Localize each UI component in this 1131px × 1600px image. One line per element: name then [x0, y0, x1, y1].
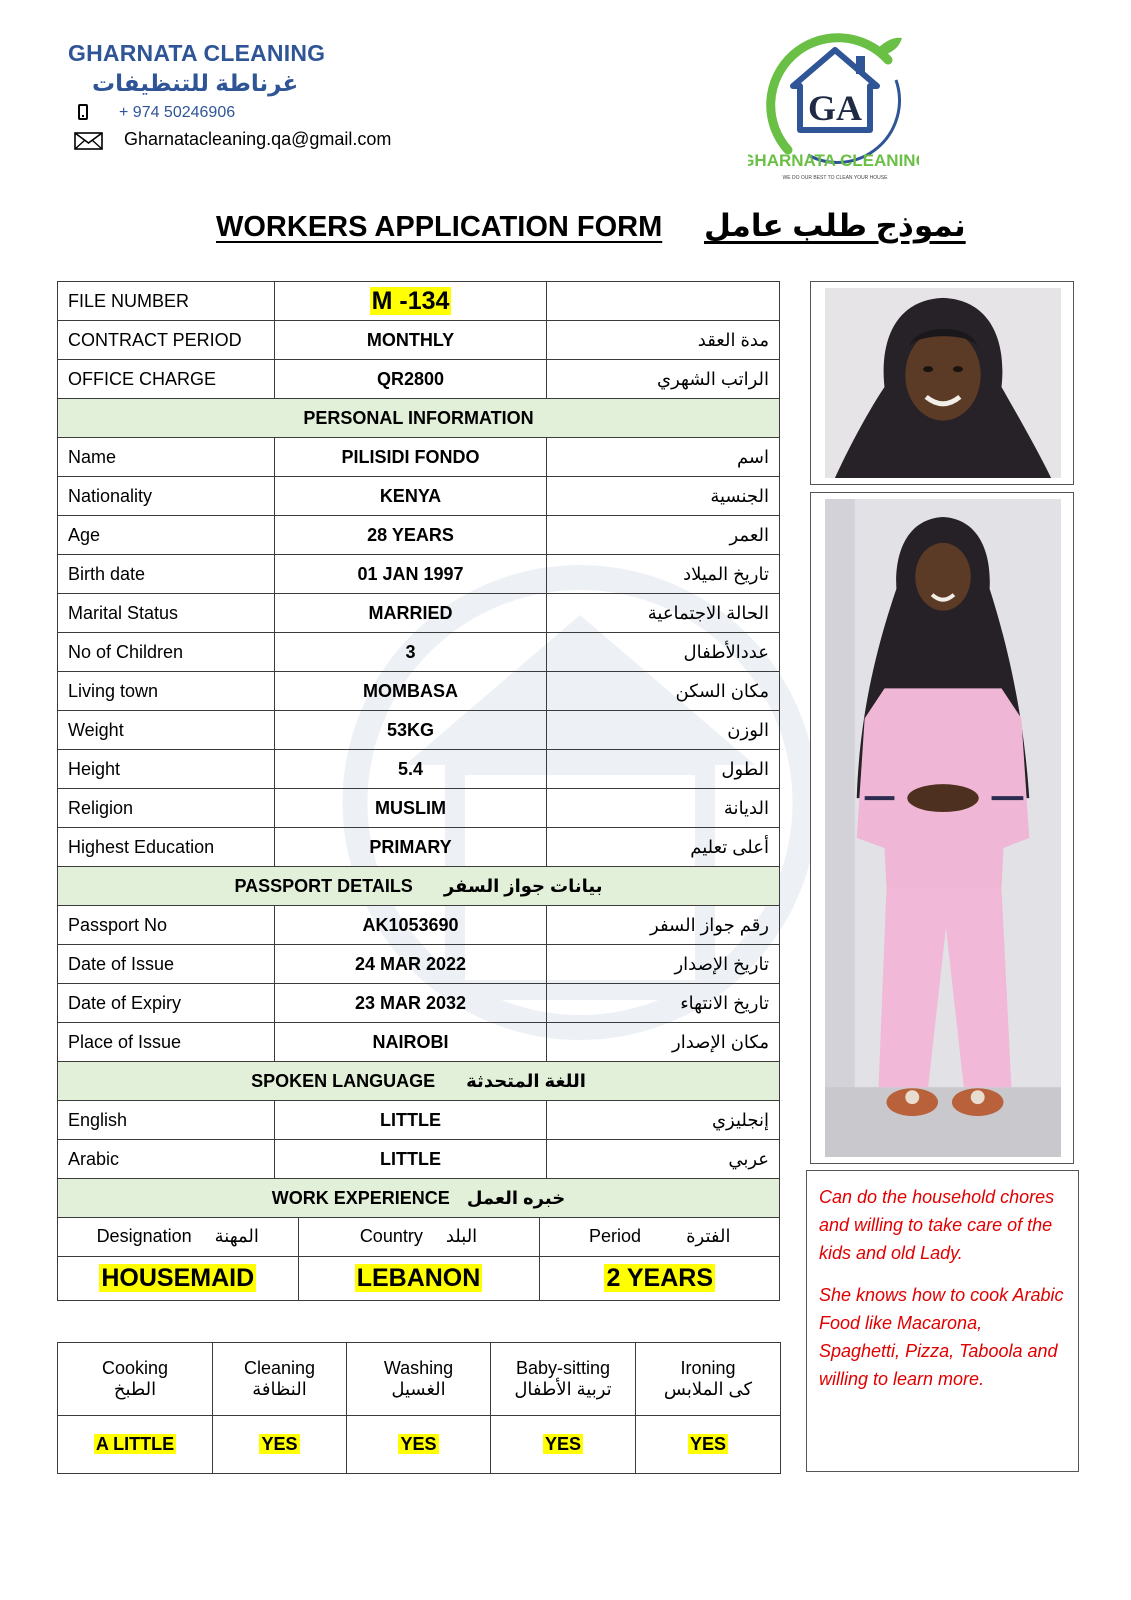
experience-table	[58, 1218, 780, 1300]
height-value: 5.4	[275, 750, 547, 789]
passport-no-value: AK1053690	[275, 906, 547, 945]
table-row	[58, 672, 780, 711]
label-date-of-expiry: Date of Expiry	[58, 984, 275, 1023]
label-arabic-ar: عربي	[547, 1140, 780, 1179]
skill-label: Baby-sitting	[515, 1358, 611, 1378]
skill-washing-value: YES	[400, 1434, 437, 1454]
skill-ironing-header	[636, 1343, 781, 1416]
section-title-experience: WORK EXPERIENCE	[271, 1187, 450, 1208]
label-marital-status: Marital Status	[58, 594, 275, 633]
skill-label: Cleaning	[243, 1358, 316, 1378]
english-value: LITTLE	[275, 1101, 547, 1140]
designation-value: HOUSEMAID	[101, 1263, 255, 1292]
label-contract-period: CONTRACT PERIOD	[58, 321, 275, 360]
label-date-of-issue: Date of Issue	[58, 945, 275, 984]
children-value: 3	[275, 633, 547, 672]
skill-label: Cooking	[101, 1358, 169, 1378]
skill-cleaning-value: YES	[261, 1434, 298, 1454]
label-date-of-issue-ar: تاريخ الإصدار	[547, 945, 780, 984]
skill-label-ar: الغسيل	[391, 1379, 446, 1399]
period-header-ar: الفترة	[686, 1226, 731, 1247]
full-body-photo	[810, 492, 1074, 1164]
company-name: GHARNATA CLEANING	[68, 40, 326, 66]
section-title-passport-ar: بيانات جواز السفر	[443, 875, 603, 896]
skill-babysitting-cell	[491, 1416, 636, 1474]
table-row	[58, 1101, 780, 1140]
section-title-language: SPOKEN LANGUAGE	[251, 1070, 436, 1091]
label-education: Highest Education	[58, 828, 275, 867]
section-title-language-ar: اللغة المتحدثة	[466, 1070, 586, 1091]
note-cooking: She knows how to cook Arabic Food like Macarona, Spaghetti, Pizza, Taboola and willing to learn more.	[819, 1285, 1064, 1389]
age-value: 28 YEARS	[275, 516, 547, 555]
portrait-photo	[810, 281, 1074, 485]
label-marital-status-ar: الحالة الاجتماعية	[547, 594, 780, 633]
section-personal-information	[58, 399, 780, 438]
label-religion: Religion	[58, 789, 275, 828]
table-row	[58, 945, 780, 984]
contract-period-value: MONTHLY	[275, 321, 547, 360]
skill-label-ar: تربية الأطفال	[514, 1379, 612, 1399]
label-name: Name	[58, 438, 275, 477]
table-row	[58, 555, 780, 594]
label-file-number: FILE NUMBER	[58, 282, 275, 321]
form-title-arabic: نموذج طلب عامل	[704, 208, 966, 243]
table-row	[58, 750, 780, 789]
skill-label-ar: النظافة	[252, 1379, 307, 1399]
table-row	[58, 516, 780, 555]
table-row	[58, 984, 780, 1023]
file-number-value: M -134	[371, 286, 450, 315]
label-passport-no: Passport No	[58, 906, 275, 945]
section-title-personal: PERSONAL INFORMATION	[58, 399, 780, 438]
label-weight: Weight	[58, 711, 275, 750]
label-nationality-ar: الجنسية	[547, 477, 780, 516]
label-place-of-issue: Place of Issue	[58, 1023, 275, 1062]
skills-header-row	[58, 1343, 781, 1416]
label-nationality: Nationality	[58, 477, 275, 516]
label-office-charge-ar: الراتب الشهري	[547, 360, 780, 399]
mail-icon	[74, 132, 103, 150]
period-header: Period	[589, 1226, 642, 1247]
section-work-experience	[58, 1179, 780, 1218]
table-row	[58, 789, 780, 828]
skill-cooking-cell	[58, 1416, 213, 1474]
table-row	[58, 633, 780, 672]
label-children-ar: عددالأطفال	[547, 633, 780, 672]
label-name-ar: اسم	[547, 438, 780, 477]
label-birth-date: Birth date	[58, 555, 275, 594]
skill-ironing-value: YES	[689, 1434, 727, 1454]
skill-ironing-cell	[636, 1416, 781, 1474]
note-household: Can do the household chores and willing to take care of the kids and old Lady.	[819, 1187, 1055, 1263]
marital-status-value: MARRIED	[275, 594, 547, 633]
company-name-arabic: غرناطة للتنظيفات	[92, 70, 299, 96]
label-living-town: Living town	[58, 672, 275, 711]
phone-icon	[78, 104, 88, 120]
arabic-value: LITTLE	[275, 1140, 547, 1179]
skill-cooking-header	[58, 1343, 213, 1416]
section-title-passport: PASSPORT DETAILS	[234, 875, 413, 896]
country-cell	[298, 1256, 539, 1300]
logo-tagline: WE DO OUR BEST TO CLEAN YOUR HOUSE	[782, 175, 888, 181]
date-of-issue-value: 24 MAR 2022	[275, 945, 547, 984]
skills-value-row	[58, 1416, 781, 1474]
label-passport-no-ar: رقم جواز السفر	[547, 906, 780, 945]
designation-header-ar: المهنة	[214, 1226, 259, 1247]
country-value: LEBANON	[356, 1263, 481, 1292]
row-office-charge	[58, 360, 780, 399]
skill-washing-header	[347, 1343, 491, 1416]
label-contract-period-ar: مدة العقد	[547, 321, 780, 360]
label-religion-ar: الديانة	[547, 789, 780, 828]
skill-washing-cell	[347, 1416, 491, 1474]
application-table	[57, 281, 780, 1301]
table-row	[58, 906, 780, 945]
skill-label-ar: كى الملابس	[663, 1379, 753, 1399]
skill-label: Washing	[383, 1358, 454, 1378]
birth-date-value: 01 JAN 1997	[275, 555, 547, 594]
row-file-number	[58, 282, 780, 321]
table-row	[58, 711, 780, 750]
section-experience-cell	[58, 1179, 780, 1218]
label-living-town-ar: مكان السكن	[547, 672, 780, 711]
period-cell	[539, 1256, 780, 1300]
form-title: WORKERS APPLICATION FORM	[216, 211, 663, 243]
experience-subtable-row	[58, 1218, 780, 1301]
label-height: Height	[58, 750, 275, 789]
section-title-experience-ar: خبره العمل	[466, 1187, 566, 1208]
label-arabic: Arabic	[58, 1140, 275, 1179]
company-phone[interactable]: + 974 50246906	[119, 104, 236, 121]
living-town-value: MOMBASA	[275, 672, 547, 711]
country-header-ar: البلد	[445, 1226, 478, 1247]
skill-label-ar: الطبخ	[113, 1379, 157, 1399]
section-language-cell	[58, 1062, 780, 1101]
label-height-ar: الطول	[547, 750, 780, 789]
nationality-value: KENYA	[275, 477, 547, 516]
table-row	[58, 438, 780, 477]
period-value: 2 YEARS	[606, 1263, 714, 1292]
company-logo	[748, 20, 919, 187]
education-value: PRIMARY	[275, 828, 547, 867]
label-weight-ar: الوزن	[547, 711, 780, 750]
section-spoken-language	[58, 1062, 780, 1101]
date-of-expiry-value: 23 MAR 2032	[275, 984, 547, 1023]
weight-value: 53KG	[275, 711, 547, 750]
section-passport-cell	[58, 867, 780, 906]
svg-text:GA: GA	[808, 88, 862, 128]
label-place-of-issue-ar: مكان الإصدار	[547, 1023, 780, 1062]
religion-value: MUSLIM	[275, 789, 547, 828]
experience-header-designation	[58, 1218, 298, 1256]
label-file-number-ar	[547, 282, 780, 321]
designation-header: Designation	[96, 1226, 192, 1247]
skill-babysitting-header	[491, 1343, 636, 1416]
experience-header-row	[58, 1218, 780, 1256]
experience-header-period	[539, 1218, 780, 1256]
country-header: Country	[359, 1226, 423, 1247]
skill-cooking-value: A LITTLE	[95, 1434, 175, 1454]
label-english-ar: إنجليزي	[547, 1101, 780, 1140]
table-row	[58, 477, 780, 516]
label-children: No of Children	[58, 633, 275, 672]
skill-label: Ironing	[680, 1358, 736, 1378]
label-age-ar: العمر	[547, 516, 780, 555]
full-body-image	[825, 499, 1061, 1157]
table-row	[58, 594, 780, 633]
label-age: Age	[58, 516, 275, 555]
label-birth-date-ar: تاريخ الميلاد	[547, 555, 780, 594]
place-of-issue-value: NAIROBI	[275, 1023, 547, 1062]
skills-table	[57, 1342, 781, 1474]
logo-text: GHARNATA CLEANING	[748, 151, 919, 170]
experience-cell	[58, 1218, 780, 1301]
experience-header-country	[298, 1218, 539, 1256]
office-charge-value: QR2800	[275, 360, 547, 399]
label-office-charge: OFFICE CHARGE	[58, 360, 275, 399]
skill-cleaning-header	[213, 1343, 347, 1416]
notes-box	[806, 1170, 1079, 1472]
section-passport-details	[58, 867, 780, 906]
table-row	[58, 1023, 780, 1062]
label-english: English	[58, 1101, 275, 1140]
designation-cell	[58, 1256, 298, 1300]
skill-babysitting-value: YES	[544, 1434, 582, 1454]
name-value: PILISIDI FONDO	[275, 438, 547, 477]
row-contract-period	[58, 321, 780, 360]
company-email[interactable]: Gharnatacleaning.qa@gmail.com	[124, 129, 392, 149]
skill-cleaning-cell	[213, 1416, 347, 1474]
label-date-of-expiry-ar: تاريخ الانتهاء	[547, 984, 780, 1023]
table-row	[58, 1140, 780, 1179]
label-education-ar: أعلى تعليم	[547, 828, 780, 867]
table-row	[58, 828, 780, 867]
portrait-image	[825, 288, 1061, 478]
experience-value-row	[58, 1256, 780, 1300]
